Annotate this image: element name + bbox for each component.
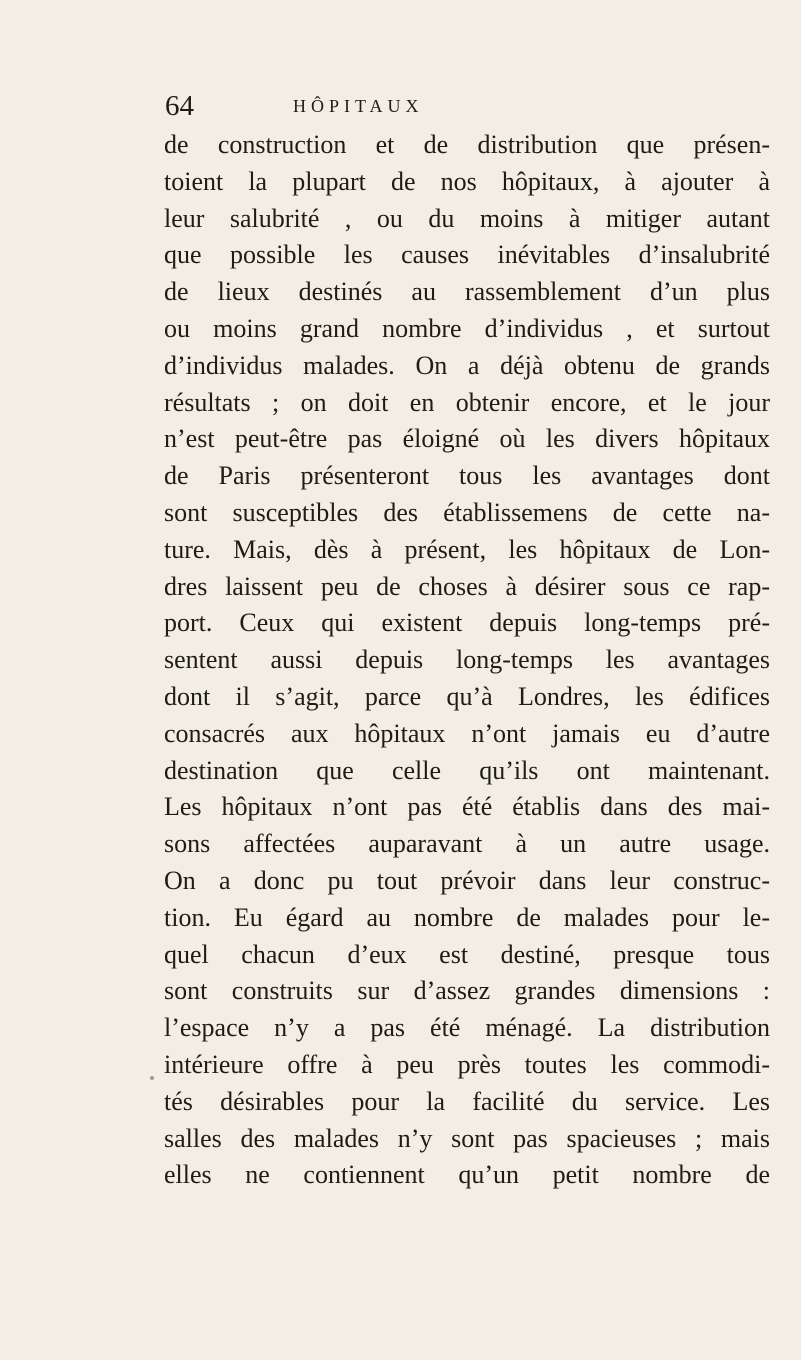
text-line: tion. Eu égard au nombre de malades pour le- — [164, 902, 770, 932]
text-line: de Paris présenteront tous les avantages dont — [164, 461, 770, 491]
text-line: port. Ceux qui existent depuis long-temps pré- — [164, 608, 770, 638]
text-line: On a donc pu tout prévoir dans leur construc- — [164, 865, 770, 895]
text-line: quel chacun d’eux est destiné, presque tous — [164, 939, 770, 969]
text-line: de construction et de distribution que présen- — [164, 130, 770, 159]
text-line: intérieure offre à peu près toutes les commodi- — [164, 1049, 770, 1079]
text-line: dont il s’agit, parce qu’à Londres, les édifices — [164, 681, 770, 711]
text-line: l’espace n’y a pas été ménagé. La distribution — [164, 1013, 770, 1043]
page-number: 64 — [165, 90, 194, 122]
text-line: Les hôpitaux n’ont pas été établis dans des mai- — [164, 792, 770, 822]
text-line: que possible les causes inévitables d’insalubrité — [164, 240, 770, 270]
text-line: consacrés aux hôpitaux n’ont jamais eu d’autre — [164, 718, 770, 748]
text-line: leur salubrité , ou du moins à mitiger autant — [164, 203, 770, 233]
text-line: résultats ; on doit en obtenir encore, et le jour — [164, 387, 770, 417]
running-head: HÔPITAUX — [293, 96, 424, 116]
text-line: sont construits sur d’assez grandes dimensions : — [164, 976, 770, 1006]
text-line: sont susceptibles des établissemens de cette na- — [164, 497, 770, 527]
paper-speck — [150, 1076, 154, 1080]
text-line: d’individus malades. On a déjà obtenu de grands — [164, 350, 770, 380]
text-line: sons affectées auparavant à un autre usage. — [164, 829, 770, 859]
text-line: salles des malades n’y sont pas spacieuses ; mais — [164, 1123, 770, 1153]
text-line: ou moins grand nombre d’individus , et surtout — [164, 313, 770, 343]
text-line: dres laissent peu de choses à désirer sous ce rap- — [164, 571, 770, 601]
text-line: tés désirables pour la facilité du service. Les — [164, 1086, 770, 1116]
body-text — [164, 127, 770, 1194]
page-header — [165, 86, 765, 126]
text-line: toient la plupart de nos hôpitaux, à ajouter à — [164, 166, 770, 196]
text-line: n’est peut-être pas éloigné où les divers hôpitaux — [164, 424, 770, 454]
text-line: destination que celle qu’ils ont maintenant. — [164, 755, 770, 785]
text-line: elles ne contiennent qu’un petit nombre de — [164, 1160, 770, 1190]
text-line: sentent aussi depuis long-temps les avantages — [164, 645, 770, 675]
text-line: ture. Mais, dès à présent, les hôpitaux de Lon- — [164, 534, 770, 564]
text-line: de lieux destinés au rassemblement d’un plus — [164, 277, 770, 307]
